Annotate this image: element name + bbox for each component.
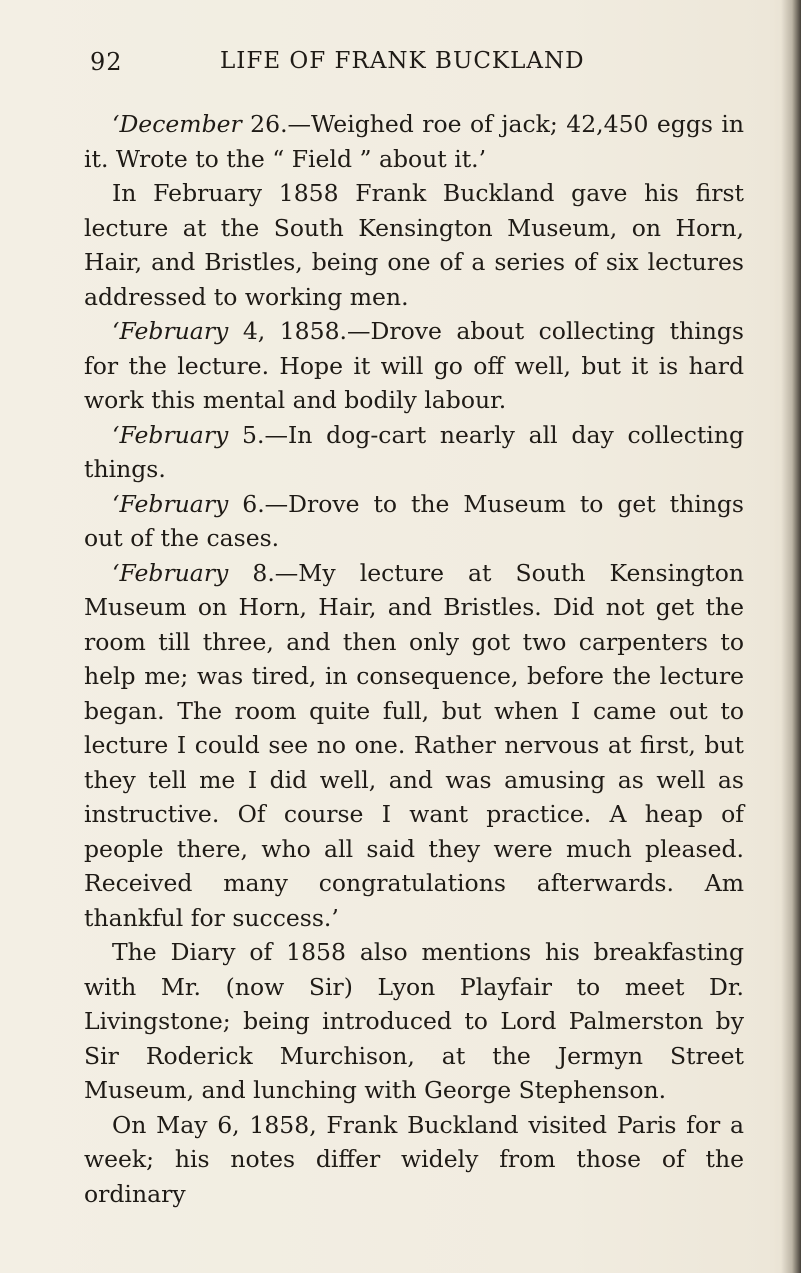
paragraph — [84, 107, 744, 176]
diary-date: ‘December — [112, 110, 242, 138]
paragraph-text: 6.—Drove to the Museum to get things out of the cases. — [84, 489, 744, 552]
paragraph — [84, 556, 744, 936]
diary-date: ‘February — [112, 420, 229, 449]
paragraph-text: 8.—My lecture at South Kensington Museum on Horn, Hair, and Bristles. Did not get the room till three, and then only got two carpenters to help me; was tired, in consequence, before the lecture began. The room quite full, but when I came out to lecture I could see no one. Rather nervous at first, but they tell me I did well, and was amusing as well as instructive. Of course I want practice. A heap of people there, who all said they were much pleased. Received many congratulations afterwards. Am thankful for success.’ — [84, 558, 744, 932]
paragraph — [84, 935, 744, 1108]
running-head: LIFE OF FRANK BUCKLAND — [220, 48, 585, 74]
body-text — [84, 107, 744, 1211]
paragraph — [84, 176, 744, 314]
paragraph-text: 26.—Weighed roe of jack; 42,450 eggs in it. Wrote to the “ Field ” about it.’ — [84, 110, 744, 173]
binding-shadow — [781, 0, 801, 1273]
paragraph-text: On May 6, 1858, Frank Buckland visited Paris for a week; his notes differ widely from those of the ordinary — [84, 1110, 744, 1208]
paragraph-text: The Diary of 1858 also mentions his breakfasting with Mr. (now Sir) Lyon Playfair to meet Dr. Livingstone; being introduced to Lord Palmerston by Sir Roderick Murchison, at the Jermyn Street Museum, and lunching with George Stephenson. — [84, 938, 744, 1104]
paragraph-text: 5.—In dog-cart nearly all day collecting things. — [84, 420, 744, 483]
diary-date: ‘February — [112, 489, 229, 518]
paragraph — [84, 418, 744, 487]
page-number: 92 — [90, 48, 123, 76]
paragraph-text: 4, 1858.—Drove about collecting things for the lecture. Hope it will go off well, but it is hard work this mental and bodily labour. — [84, 317, 744, 414]
page-header — [90, 48, 780, 88]
paragraph — [84, 1108, 744, 1212]
diary-date: ‘February — [112, 558, 229, 587]
diary-date: ‘February — [112, 317, 229, 345]
paragraph — [84, 487, 744, 556]
paragraph — [84, 314, 744, 418]
paragraph-text: In February 1858 Frank Buckland gave his first lecture at the South Kensington Museum, on Horn, Hair, and Bristles, being one of a series of six lectures addressed to working men. — [84, 179, 744, 311]
